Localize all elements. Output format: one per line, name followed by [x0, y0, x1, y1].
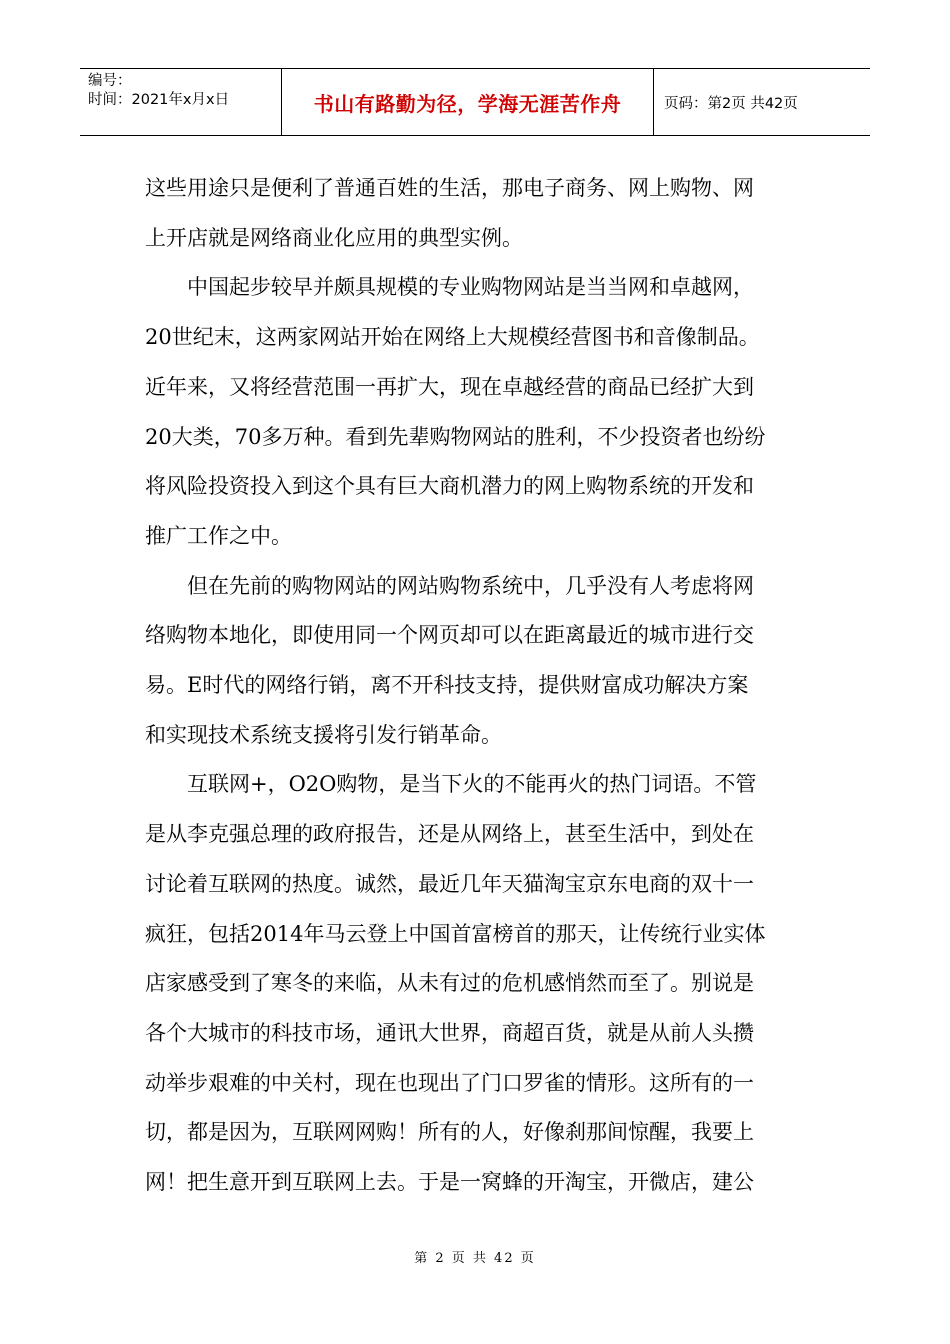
text-line: 络购物本地化，即使用同一个网页却可以在距离最近的城市进行交: [145, 623, 754, 648]
text-line: 切，都是因为，互联网网购！所有的人，好像刹那间惊醒，我要上: [145, 1120, 754, 1145]
header-page-info: 页码：第2页 共42页: [664, 95, 798, 112]
text-line: 易。E时代的网络行销，离不开科技支持，提供财富成功解决方案: [145, 673, 749, 698]
text-line: 这些用途只是便利了普通百姓的生活，那电子商务、网上购物、网: [145, 176, 754, 200]
page-footer: 第 2 页 共 42 页: [414, 1251, 536, 1266]
header-motto: 书山有路勤为径，学海无涯苦作舟: [282, 69, 654, 135]
text-line: 疯狂，包括2014年马云登上中国首富榜首的那天，让传统行业实体: [145, 921, 766, 946]
document-time-label: 时间：2021年x月x日: [88, 92, 230, 108]
text-line: 将风险投资投入到这个具有巨大商机潜力的网上购物系统的开发和: [145, 474, 754, 499]
text-line: 上开店就是网络商业化应用的典型实例。: [145, 225, 523, 250]
document-body: [145, 164, 835, 1208]
text-line: 讨论着互联网的热度。诚然，最近几年天猫淘宝京东电商的双十一: [145, 871, 754, 896]
text-line: 互联网+，O2O购物，是当下火的不能再火的热门词语。不管: [187, 772, 757, 797]
text-line: 20大类，70多万种。看到先辈购物网站的胜利，不少投资者也纷纷: [145, 424, 766, 449]
text-line: 网！把生意开到互联网上去。于是一窝蜂的开淘宝，开微店，建公: [145, 1170, 754, 1195]
paragraph: [145, 263, 835, 561]
text-line: 动举步艰难的中关村，现在也现出了门口罗雀的情形。这所有的一: [145, 1070, 754, 1095]
text-line: 和实现技术系统支援将引发行销革命。: [145, 722, 502, 747]
paragraph: [145, 164, 835, 263]
text-line: 推广工作之中。: [145, 523, 292, 548]
text-line: 中国起步较早并颇具规模的专业购物网站是当当网和卓越网，: [187, 275, 754, 300]
text-line: 各个大城市的科技市场，通讯大世界，商超百货，就是从前人头攒: [145, 1020, 754, 1045]
text-line: 20世纪末，这两家网站开始在网络上大规模经营图书和音像制品。: [145, 325, 760, 350]
paragraph: [145, 562, 835, 761]
document-number-label: 编号：: [88, 73, 132, 89]
page-header: [80, 68, 870, 136]
text-line: 店家感受到了寒冬的来临，从未有过的危机感悄然而至了。别说是: [145, 971, 754, 996]
header-meta: [80, 69, 282, 135]
text-line: 但在先前的购物网站的网站购物系统中，几乎没有人考虑将网: [187, 573, 754, 598]
text-line: 是从李克强总理的政府报告，还是从网络上，甚至生活中，到处在: [145, 822, 754, 847]
paragraph: [145, 760, 835, 1207]
text-line: 近年来，又将经营范围一再扩大，现在卓越经营的商品已经扩大到: [145, 374, 754, 399]
